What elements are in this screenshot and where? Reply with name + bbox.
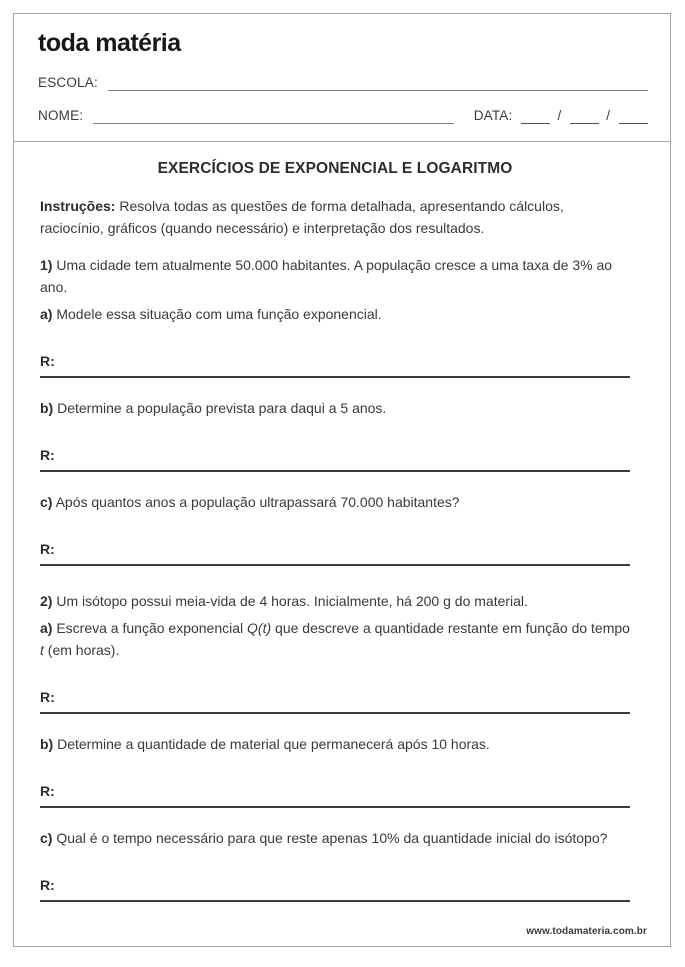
question-1-item-c: [40, 491, 630, 513]
answer-q1b: [40, 444, 630, 472]
answer-writing-line: [40, 564, 630, 566]
item-text: Determine a população prevista para daqui a 5 anos.: [57, 400, 387, 416]
brand-logo: toda matéria: [38, 29, 181, 57]
answer-writing-line: [40, 376, 630, 378]
item-text: Qual é o tempo necessário para que reste apenas 10% da quantidade inicial do isótopo?: [56, 830, 608, 846]
answer-label: R:: [40, 877, 55, 893]
worksheet-header: [14, 14, 670, 124]
question-2-intro: [40, 590, 630, 612]
item-letter: b): [40, 736, 54, 752]
name-date-row: [38, 108, 648, 124]
item-text: Modele essa situação com uma função exponencial.: [56, 306, 382, 322]
answer-q2b: [40, 780, 630, 808]
answer-q2a: [40, 686, 630, 714]
question-2-item-c: [40, 827, 630, 849]
question-1-text: Uma cidade tem atualmente 50.000 habitantes. A população cresce a uma taxa de 3% ao ano.: [40, 257, 613, 295]
answer-label: R:: [40, 541, 55, 557]
date-year-blank: [619, 111, 648, 125]
answer-label: R:: [40, 353, 55, 369]
item-letter: a): [40, 306, 53, 322]
item-letter: a): [40, 620, 53, 636]
date-separator: /: [557, 108, 562, 123]
question-1-number: 1): [40, 257, 53, 273]
date-label: DATA:: [473, 108, 513, 123]
item-letter: c): [40, 494, 53, 510]
item-letter: b): [40, 400, 54, 416]
date-field: [474, 108, 648, 124]
question-1-intro: [40, 254, 630, 298]
header-divider: [14, 141, 670, 142]
answer-q2c: [40, 874, 630, 902]
answer-label: R:: [40, 783, 55, 799]
answer-label: R:: [40, 689, 55, 705]
question-2-text: Um isótopo possui meia-vida de 4 horas. Inicialmente, há 200 g do material.: [56, 593, 528, 609]
item-text-mid: que descreve a quantidade restante em função do tempo: [271, 620, 630, 636]
answer-writing-line: [40, 900, 630, 902]
school-writing-line: [108, 76, 648, 91]
question-2-number: 2): [40, 593, 53, 609]
item-text: Determine a quantidade de material que permanecerá após 10 horas.: [57, 736, 490, 752]
item-letter: c): [40, 830, 53, 846]
item-text: Após quantos anos a população ultrapassará 70.000 habitantes?: [55, 494, 460, 510]
item-text-before: Escreva a função exponencial: [56, 620, 248, 636]
date-day-blank: [521, 111, 550, 125]
footer-website: www.todamateria.com.br: [526, 926, 647, 937]
answer-writing-line: [40, 806, 630, 808]
question-2-item-b: [40, 733, 630, 755]
worksheet-body: [14, 158, 670, 902]
worksheet-page: [13, 13, 671, 947]
answer-writing-line: [40, 470, 630, 472]
date-month-blank: [570, 111, 599, 125]
question-1-item-b: [40, 397, 630, 419]
school-label: ESCOLA:: [38, 75, 98, 90]
question-1-item-a: [40, 303, 630, 325]
answer-q1a: [40, 350, 630, 378]
math-variable-t: t: [40, 642, 44, 658]
name-label: NOME:: [38, 108, 84, 123]
instructions-text: Resolva todas as questões de forma detalhada, apresentando cálculos, raciocínio, gráficos (quando necessário) e interpretação dos resultados.: [40, 198, 564, 236]
answer-q1c: [40, 538, 630, 566]
math-expression-qt: Q(t): [247, 620, 272, 636]
instructions: [40, 195, 630, 239]
worksheet-title: EXERCÍCIOS DE EXPONENCIAL E LOGARITMO: [157, 160, 513, 177]
item-text-after: (em horas).: [43, 642, 120, 658]
question-2-item-a: [40, 617, 630, 661]
instructions-label: Instruções:: [40, 198, 116, 214]
name-writing-line: [93, 109, 453, 124]
answer-label: R:: [40, 447, 55, 463]
answer-writing-line: [40, 712, 630, 714]
school-field: [38, 75, 648, 91]
date-separator: /: [606, 108, 610, 123]
